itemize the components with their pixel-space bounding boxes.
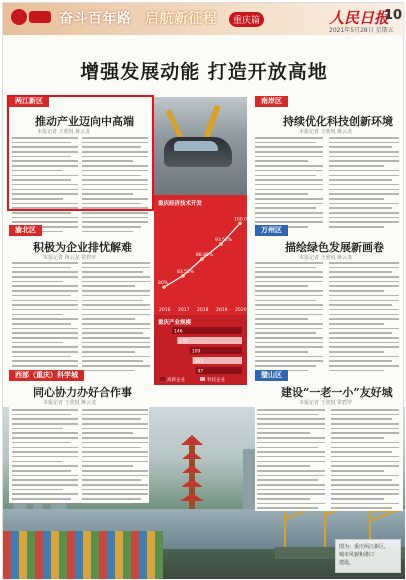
section-label-top-right: 南岸区: [255, 96, 288, 107]
article-byline-mid-left: 本报记者 蒋云龙 常碧罗: [43, 255, 97, 261]
article-body-bottom-left-col2: [82, 409, 148, 507]
region-badge: 重庆篇: [229, 12, 264, 27]
section-label-bottom-right: 璧山区: [255, 370, 288, 381]
legend-swatch: [200, 377, 205, 381]
photo-caption-line: 图为：重庆两江新区，: [339, 544, 390, 550]
party-emblem-icon: [11, 9, 27, 25]
article-byline-mid-right: 本报记者 王欣悦 蒋云龙: [299, 255, 353, 261]
legend-swatch: [160, 377, 165, 381]
article-body-mid-left-col1: [12, 262, 78, 375]
bottom-right-text-area: [255, 407, 403, 511]
factory-photo: [154, 97, 247, 195]
container-yard: [3, 531, 163, 579]
photo-caption-line: 城市风貌和港口: [339, 552, 375, 558]
x-tick-label: 2017: [178, 308, 190, 313]
bottom-left-text-area: [9, 407, 149, 503]
bar-value-label: 135: [179, 339, 188, 345]
car-window-icon: [174, 141, 218, 151]
article-byline-top-right: 本报记者 王欣悦 蒋云龙: [299, 129, 353, 135]
article-title-bottom-right[interactable]: 建设“一老一小”友好城: [281, 386, 393, 399]
article-body-top-right-col2: [329, 137, 399, 231]
section-label-bottom-left: 西部（重庆）科学城: [9, 370, 84, 381]
page-headline: 增强发展动能 打造开放高地: [80, 61, 328, 83]
bar-value-label: 103: [194, 359, 204, 365]
robot-arm-icon: [203, 105, 220, 139]
article-title-top-right[interactable]: 持续优化科技创新环境: [283, 115, 393, 128]
article-body-mid-right-col2: [329, 262, 399, 375]
article-byline-bottom-left: 本报记者 王欣悦 蒋云龙: [43, 400, 97, 406]
article-title-bottom-left[interactable]: 同心协力办好合作事: [33, 386, 132, 399]
page-number: 10: [384, 8, 403, 23]
x-tick-label: 2016: [159, 308, 171, 313]
data-label: 100.00%: [234, 217, 255, 223]
newspaper-logo: 人民日报: [329, 9, 390, 27]
chart-title: 重庆经济技术开发: [158, 201, 203, 207]
banner-suffix: 启航新征程: [144, 11, 218, 27]
x-tick-label: 2020: [235, 308, 247, 313]
robot-arm-icon: [166, 109, 183, 138]
bar-value-label: 97: [197, 369, 204, 375]
article-body-top-right-col1: [255, 137, 323, 231]
selection-highlight-frame: [7, 95, 154, 211]
article-body-bottom-right-col2: [331, 409, 399, 512]
article-byline-top-left: 本报记者 王欣悦 蒋云龙: [37, 129, 91, 135]
newspaper-page: [2, 2, 404, 578]
data-label: 93.52%: [215, 238, 233, 244]
masthead: [3, 3, 405, 35]
article-body-bottom-right-col1: [257, 409, 325, 512]
section-label-mid-right: 万州区: [255, 225, 288, 236]
bar-chart-title: 重庆产业规模: [158, 320, 192, 326]
article-body-mid-left-col2: [82, 262, 150, 375]
bar-chart-panel: [154, 315, 247, 385]
banner-prefix: 奋斗百年路: [59, 11, 132, 27]
line-chart-svg: [154, 195, 255, 315]
date-line: 2021年5月28日 星期五: [329, 27, 394, 34]
article-body-mid-right-col1: [255, 262, 323, 375]
chart-panel-growth: [154, 195, 255, 315]
pagoda-icon: [179, 431, 205, 509]
section-label-top-left: 两江新区: [9, 96, 49, 107]
section-label-mid-left: 渝北区: [9, 225, 42, 236]
article-title-mid-left[interactable]: 积极为企业排忧解难: [33, 241, 132, 254]
x-tick-label: 2019: [216, 308, 228, 313]
data-label: 83.55%: [177, 269, 195, 275]
data-label: 88.80%: [196, 253, 214, 259]
article-byline-bottom-right: 本报记者 王欣悦 常碧罗: [299, 400, 353, 406]
article-title-top-left[interactable]: 推动产业迈向中高端: [35, 115, 134, 128]
article-body-bottom-left-col1: [12, 409, 78, 507]
banner-ornament-icon: [29, 11, 51, 23]
x-tick-label: 2018: [197, 308, 209, 313]
data-label: 80%: [158, 281, 169, 287]
article-title-mid-right[interactable]: 描绘绿色发展新画卷: [285, 241, 384, 254]
photo-caption-line: 建设。: [339, 560, 355, 566]
banner-title: [59, 8, 217, 28]
photo-caption: [339, 543, 389, 567]
legend-label: 科技企业: [207, 378, 225, 383]
bar-chart-svg: [154, 315, 247, 385]
legend-label: 高新企业: [167, 378, 185, 383]
photo-caption-box: [335, 539, 401, 573]
bar-value-label: 109: [191, 349, 201, 355]
bar-value-label: 146: [174, 329, 183, 335]
